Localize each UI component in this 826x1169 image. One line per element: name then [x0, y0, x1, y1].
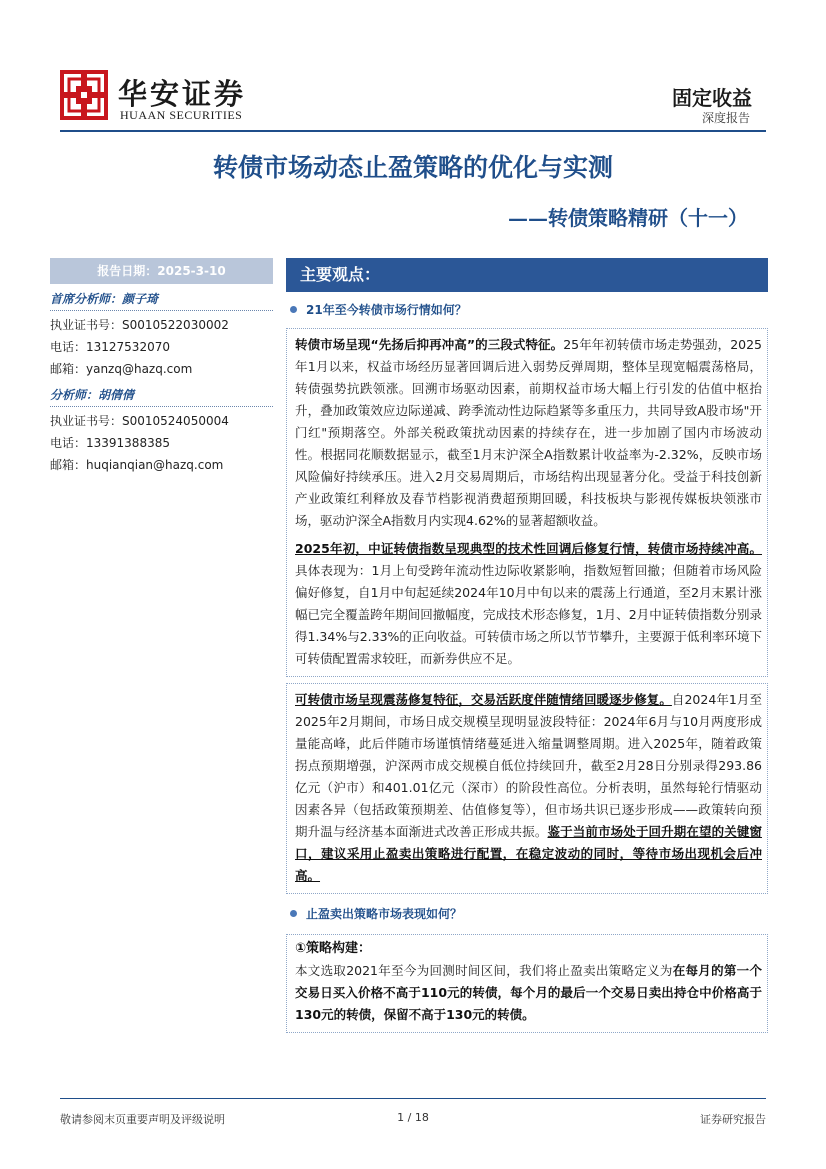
analyst-label: 分析师：胡倩倩 — [50, 388, 135, 402]
bullet-dot-icon — [290, 306, 297, 313]
report-subtitle: ——转债策略精研（十一） — [508, 206, 748, 230]
paragraph-2-body: 具体表现为：1月上旬受跨年流动性边际收紧影响，指数短暂回撤；但随着市场风险偏好修复，自1月中旬起延续2024年10月中旬以来的震荡上行通道，至2月末累计涨幅已完全覆盖跨年期间回撤幅度，完成技术形态修复，1月、2月中证转债指数分别录得1.34%与2.33%的正向收益。可转债市场之所以节节攀升，主要源于低利率环境下可转债配置需求较旺，而新券供应不足。 — [295, 563, 762, 666]
paragraph-3-lead: 可转债市场呈现震荡修复特征，交易活跃度伴随情绪回暖逐步修复。 — [295, 692, 672, 707]
paragraph-3-body: 自2024年1月至2025年2月期间，市场日成交规模呈现明显波段特征：2024年6月与10月两度形成量能高峰，此后伴随市场谨慎情绪蔓延进入缩量调整周期。进入2025年，随着政策拐点预期增强，沪深两市成交规模自低位持续回升，截至2月28日分别录得293.86亿元（沪市）和401.01亿元（深市）的阶段性高位。分析表明，虽然每轮行情驱动因素各异（包括政策预期差、估值修复等），但市场共识已逐步形成——政策转向预期升温与经济基本面渐进式改善正形成共振。 — [295, 692, 762, 839]
paragraph-1-lead: 转债市场呈现“先扬后抑再冲高”的三段式特征。 — [295, 337, 564, 352]
sidebar-divider — [50, 310, 273, 311]
logo-chinese-name: 华安证券 — [118, 77, 247, 111]
header-divider — [60, 130, 766, 132]
strategy-paragraph-body: 本文选取2021年至今为回测时间区间，我们将止盈卖出策略定义为 — [295, 963, 673, 978]
lead-analyst-label: 首席分析师：颜子琦 — [50, 292, 159, 306]
paragraph-1-body: 25年年初转债市场走势强劲，2025年1月以来，权益市场经历显著回调后进入弱势反弹周期，整体呈现宽幅震荡格局，转债强势抗跌领涨。回溯市场驱动因素，前期权益市场大幅上行引发的估值中枢抬升，叠加政策效应边际递减、跨季流动性边际趋紧等多重压力，共同导致A股市场"开门红"预期落空。外部关税政策扰动因素的持续存在，进一步加剧了国内市场波动性。根据同花顺数据显示，截至1月末沪深全A指数累计收益率为-2.32%，反映市场风险偏好持续承压。进入2月交易周期后，市场结构出现显著分化。受益于科技创新产业政策红利释放及春节档影视消费超预期回暖，科技板块与影视传媒板块领涨市场，驱动沪深全A指数月内实现4.62%的显著超额收益。 — [295, 337, 763, 528]
strategy-paragraph-rule: 在每月的第一个交易日买入价格不高于110元的转债，每个月的最后一个交易日卖出持仓中价格高于130元的转债，保留不高于130元的转债。 — [295, 963, 762, 1022]
paragraph-2 — [295, 538, 762, 670]
logo-english-name: HUAAN SECURITIES — [120, 108, 243, 122]
footer-divider — [60, 1098, 766, 1099]
section-question-1 — [286, 298, 768, 320]
analyst-cert: 执业证书号：S0010524050004 — [50, 414, 229, 428]
report-category: 固定收益 — [672, 86, 752, 110]
lead-analyst-email[interactable]: 邮箱：yanzq@hazq.com — [50, 362, 193, 376]
strategy-box — [286, 934, 768, 1033]
lead-analyst-phone: 电话：13127532070 — [50, 340, 170, 354]
analyst-sidebar — [50, 258, 273, 476]
strategy-paragraph — [295, 960, 762, 1026]
main-content — [286, 258, 768, 1033]
logo-seal-icon — [60, 70, 108, 120]
report-date: 报告日期：2025-3-10 — [50, 258, 273, 284]
analyst-email[interactable]: 邮箱：huqianqian@hazq.com — [50, 458, 224, 472]
strategy-construction-title: ①策略构建： — [295, 941, 372, 956]
section-question-2 — [286, 902, 768, 924]
sidebar-divider — [50, 406, 273, 407]
footer-page-number: 1 / 18 — [397, 1111, 429, 1124]
lead-analyst-cert: 执业证书号：S0010522030002 — [50, 318, 229, 332]
paragraph-3 — [295, 689, 762, 887]
report-type: 深度报告 — [701, 111, 750, 125]
company-logo — [60, 70, 260, 120]
paragraph-2-lead: 2025年初，中证转债指数呈现典型的技术性回调后修复行情，转债市场持续冲高。 — [295, 541, 762, 556]
market-review-box — [286, 328, 768, 677]
market-activity-box — [286, 683, 768, 894]
footer-disclaimer: 敬请参阅末页重要声明及评级说明 — [60, 1113, 225, 1126]
report-title: 转债市场动态止盈策略的优化与实测 — [212, 153, 613, 182]
analyst-phone: 电话：13391388385 — [50, 436, 170, 450]
paragraph-1 — [295, 334, 762, 532]
key-points-heading: 主要观点： — [286, 258, 768, 292]
footer-report-label: 证券研究报告 — [700, 1113, 766, 1126]
section-question-2-text: 止盈卖出策略市场表现如何？ — [306, 906, 463, 921]
section-question-1-text: 21年至今转债市场行情如何？ — [306, 302, 467, 317]
bullet-dot-icon — [290, 910, 297, 917]
paragraph-3-conclusion: 鉴于当前市场处于回升期在望的关键窗口，建议采用止盈卖出策略进行配置，在稳定波动的同时，等待市场出现机会后冲高。 — [295, 824, 762, 883]
